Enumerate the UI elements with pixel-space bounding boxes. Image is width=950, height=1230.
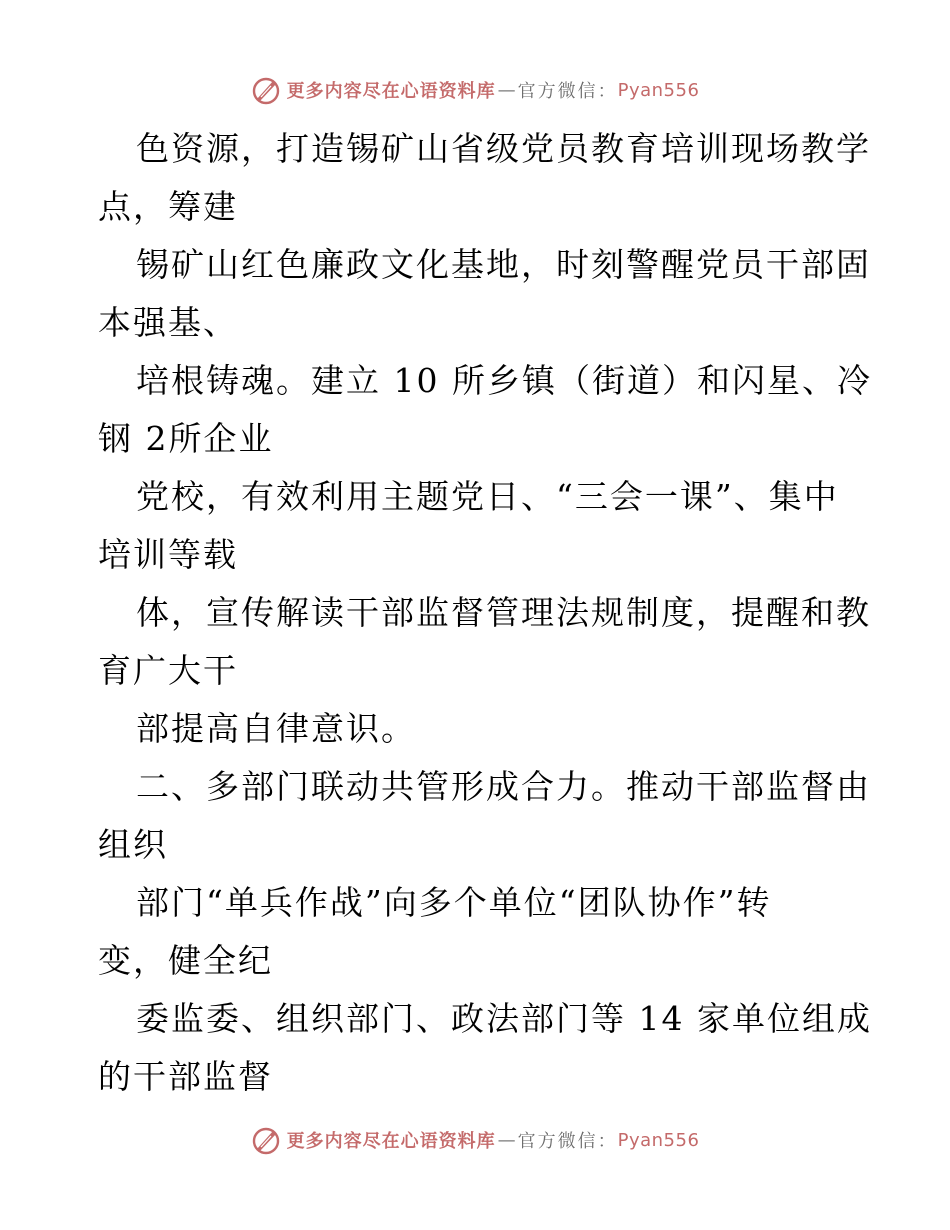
text-line: 点，筹建	[98, 187, 238, 226]
text-line: 育广大干	[98, 651, 238, 690]
text-line: 钢 2所企业	[98, 419, 274, 458]
watermark-dash: —	[497, 79, 516, 101]
text-line: 体，宣传解读干部监督管理法规制度，提醒和教	[136, 593, 871, 632]
document-body	[98, 120, 872, 1106]
watermark-wechat-id: Pyan556	[617, 1129, 700, 1151]
text-line: 培根铸魂。建立 10 所乡镇（街道）和闪星、冷	[136, 361, 872, 400]
quill-logo-icon	[251, 75, 281, 105]
text-line: 锡矿山红色廉政文化基地，时刻警醒党员干部固	[136, 245, 871, 284]
footer-watermark	[0, 1120, 950, 1160]
text-line: 变，健全纪	[98, 941, 273, 980]
watermark-wechat-id: Pyan556	[617, 79, 700, 101]
text-line: 的干部监督	[98, 1057, 273, 1096]
watermark-official-label: 官方微信：	[517, 81, 618, 102]
text-line: 培训等载	[98, 535, 238, 574]
watermark-official-label: 官方微信：	[517, 1131, 618, 1152]
text-line: 部提高自律意识。	[136, 709, 416, 748]
text-line: 本强基、	[98, 303, 238, 342]
quill-logo-icon	[251, 1125, 281, 1155]
watermark-main-text: 更多内容尽在心语资料库	[286, 81, 496, 102]
text-line: 色资源，打造锡矿山省级党员教育培训现场教学	[136, 129, 871, 168]
text-line: 党校，有效利用主题党日、“三会一课”、集中	[136, 477, 839, 516]
text-line: 部门“单兵作战”向多个单位“团队协作”转	[136, 883, 772, 922]
watermark-dash: —	[497, 1129, 516, 1151]
text-line: 组织	[98, 825, 168, 864]
text-line: 委监委、组织部门、政法部门等 14 家单位组成	[136, 999, 872, 1038]
header-watermark	[0, 70, 950, 110]
text-line: 二、多部门联动共管形成合力。推动干部监督由	[136, 767, 871, 806]
watermark-main-text: 更多内容尽在心语资料库	[286, 1131, 496, 1152]
